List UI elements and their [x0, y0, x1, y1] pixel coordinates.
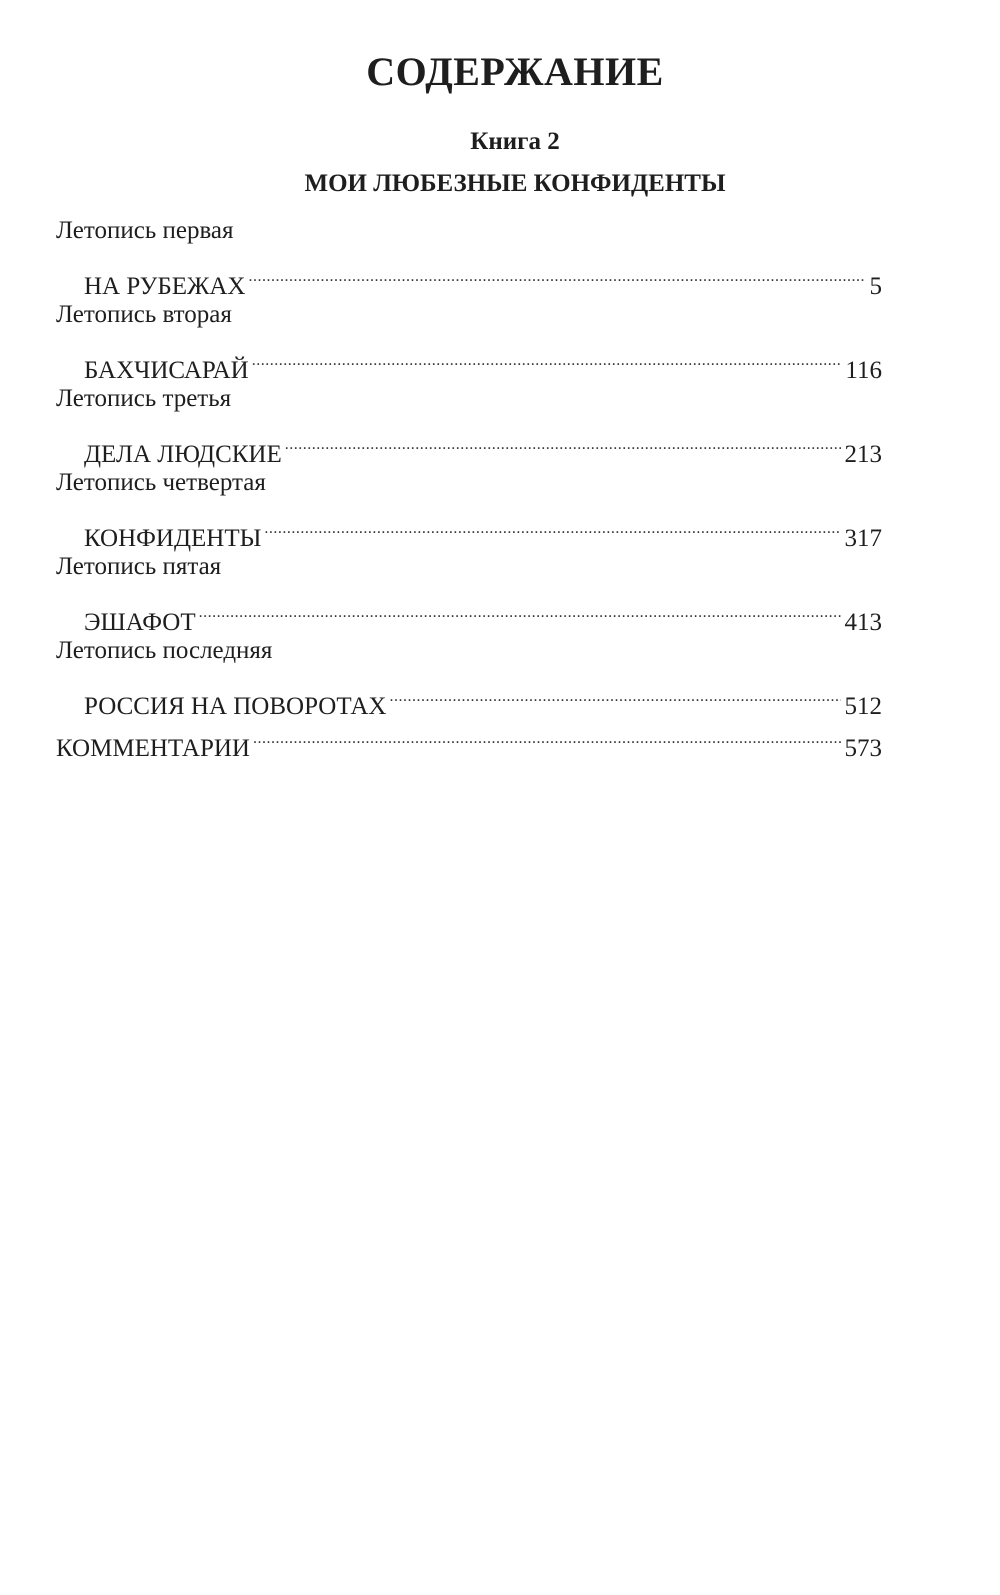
toc-entry-page: 5 [869, 273, 882, 300]
toc-entry-title: КОММЕНТАРИИ [56, 735, 250, 762]
toc-entry-title: ЭШАФОТ [84, 609, 196, 636]
toc-entry-page: 512 [844, 693, 882, 720]
toc-entry-title: ДЕЛА ЛЮДСКИЕ [84, 441, 282, 468]
chronicle-label: Летопись вторая [56, 301, 232, 328]
toc-entry-title: КОНФИДЕНТЫ [84, 525, 262, 552]
dot-leader [248, 252, 865, 294]
dot-leader [253, 714, 841, 756]
toc-entry[interactable] [56, 420, 882, 468]
book-title: МОИ ЛЮБЕЗНЫЕ КОНФИДЕНТЫ [304, 170, 726, 197]
toc-entry[interactable] [56, 336, 882, 384]
toc-entry-title: РОССИЯ НА ПОВОРОТАХ [84, 693, 387, 720]
table-of-contents [56, 210, 882, 762]
toc-entry-page: 116 [845, 357, 882, 384]
toc-entry-page: 413 [844, 609, 882, 636]
dot-leader [390, 672, 841, 714]
book-number: Книга 2 [470, 128, 560, 155]
dot-leader [264, 504, 840, 546]
chronicle-label: Летопись последняя [56, 637, 273, 664]
toc-entry-page: 573 [844, 735, 882, 762]
chronicle-label: Летопись первая [56, 217, 234, 244]
toc-entry[interactable] [56, 672, 882, 720]
toc-entry-page: 317 [844, 525, 882, 552]
toc-entry-page: 213 [844, 441, 882, 468]
dot-leader [199, 588, 841, 630]
chronicle-label: Летопись третья [56, 385, 232, 412]
chronicle-label: Летопись четвертая [56, 469, 266, 496]
dot-leader [252, 336, 842, 378]
toc-entry[interactable] [56, 252, 882, 300]
chronicle-label: Летопись пятая [56, 553, 222, 580]
toc-entry-title: БАХЧИСАРАЙ [84, 357, 249, 384]
contents-heading: СОДЕРЖАНИЕ [366, 49, 664, 94]
toc-entry-title: НА РУБЕЖАХ [84, 273, 246, 300]
dot-leader [285, 420, 841, 462]
toc-entry[interactable] [56, 588, 882, 636]
toc-entry[interactable] [56, 504, 882, 552]
